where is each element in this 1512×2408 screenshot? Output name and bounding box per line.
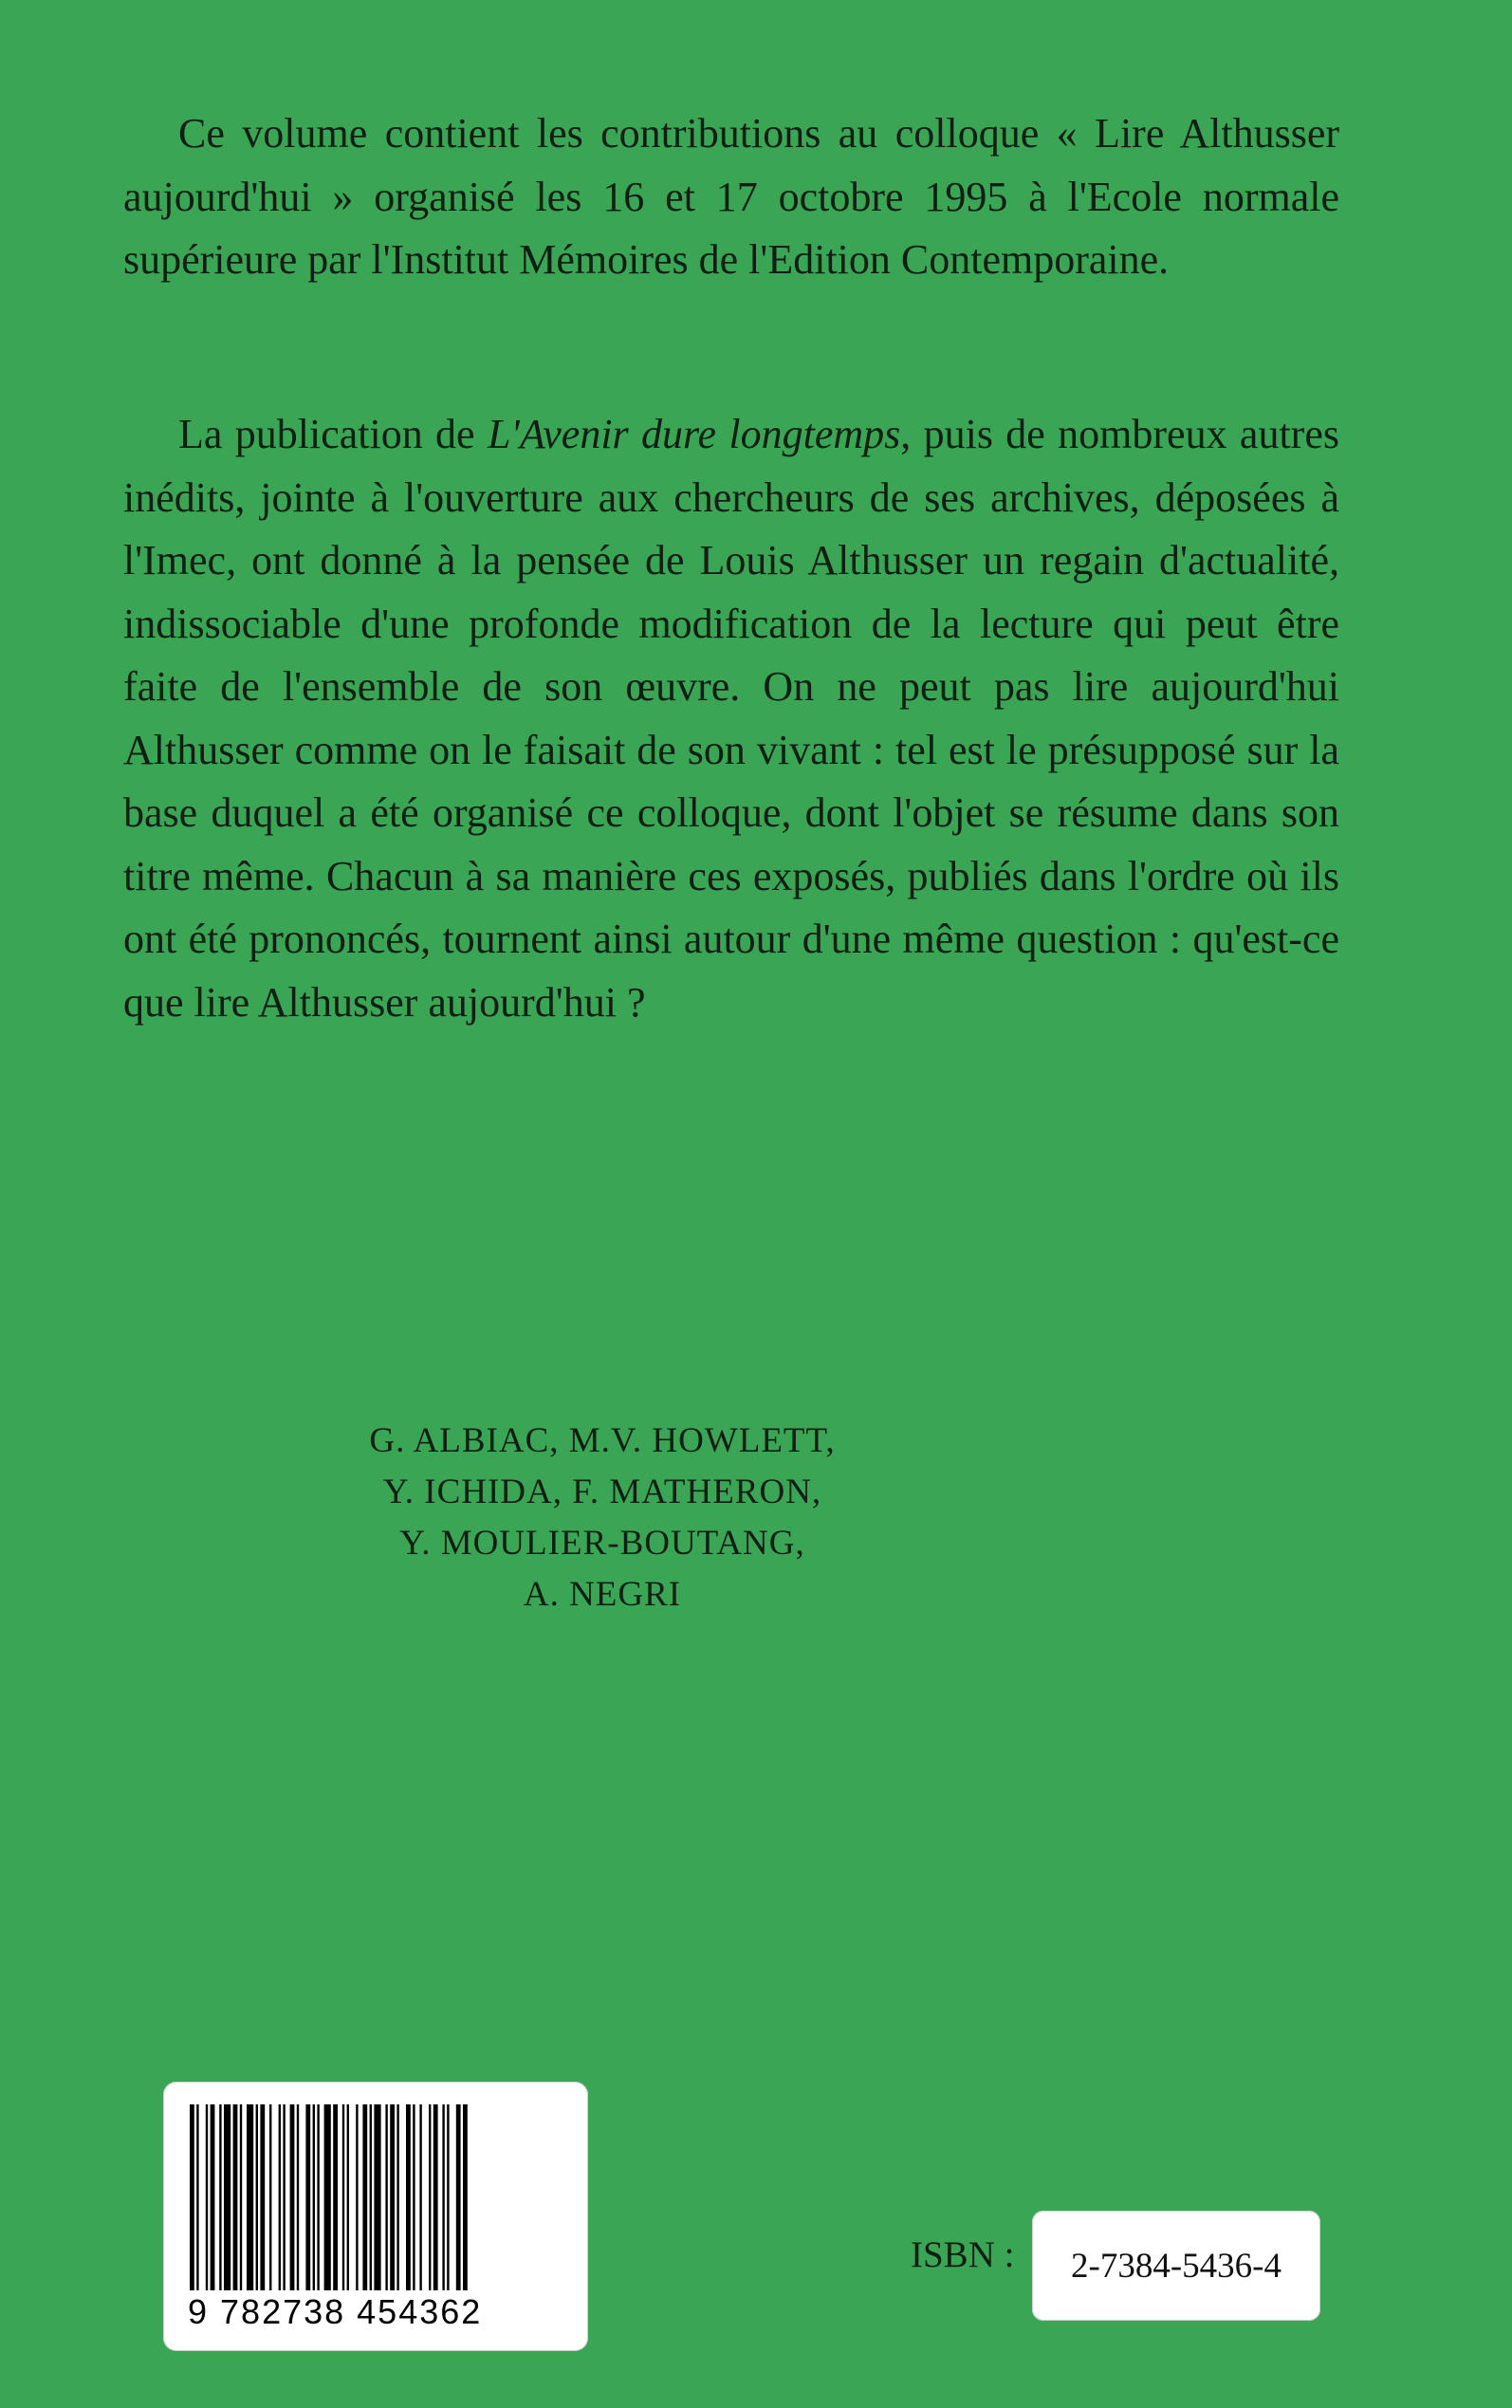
barcode-bar [317,2104,319,2290]
isbn-value: 2-7384-5436-4 [1032,2211,1320,2321]
barcode-bar [447,2104,449,2290]
barcode-bar [442,2104,444,2290]
barcode-bar [211,2104,215,2290]
authors-line: Y. MOULIER-BOUTANG, [399,1524,805,1563]
authors-line: Y. ICHIDA, F. MATHERON, [382,1473,822,1511]
book-title-italic: L'Avenir dure longtemps [487,411,901,457]
barcode-icon [190,2104,562,2290]
barcode-bar [333,2104,338,2290]
barcode-bar [347,2104,349,2290]
barcode-bar [206,2104,208,2290]
barcode-bar [196,2104,198,2290]
authors-list [0,1416,1205,1621]
barcode-bar [305,2104,310,2290]
barcode-bar [429,2104,431,2290]
barcode-bar [396,2104,398,2290]
barcode-bar [279,2104,281,2290]
description-body: , puis de nombreux autres inédits, jointe à l'ouverture aux chercheurs de ses archives, déposées à l'Imec, ont donné à la pensée de Louis Althusser un regain d'actualité, indissociable d'une profonde modification de la lecture qui peut être faite de l'ensemble de son œuvre. On ne peut pas lire aujourd'hui Althusser comme on le faisait de son vivant : tel est le présupposé sur la base duquel a été organisé ce colloque, dont l'objet se résume dans son titre même. Chacun à sa manière ces exposés, publiés dans l'ordre où ils ont été prononcés, tournent ainsi autour d'une même question : qu'est-ce que lire Althusser aujourd'hui ? [123,411,1339,1026]
barcode-digits: 9 782738 454362 [188,2292,483,2331]
barcode-bar [256,2104,258,2290]
barcode-bar [190,2104,194,2290]
barcode-bar [370,2104,372,2290]
authors-line: G. ALBIAC, M.V. HOWLETT, [369,1421,836,1460]
isbn-label: ISBN : [911,2234,1015,2275]
barcode-bar [419,2104,421,2290]
barcode-bar [260,2104,265,2290]
barcode-bar [342,2104,344,2290]
barcode-bar [374,2104,380,2290]
barcode-bar [240,2104,242,2290]
barcode-bar [463,2104,468,2290]
barcode-bar [433,2104,438,2290]
barcode-bar [233,2104,238,2290]
barcode-bar [362,2104,367,2290]
barcode-bar [406,2104,411,2290]
barcode-bar [456,2104,461,2290]
barcode-label [163,2082,588,2351]
barcode-bar [283,2104,285,2290]
barcode-bar [324,2104,331,2290]
barcode-bar [224,2104,230,2290]
intro-paragraph: Ce volume contient les contributions au colloque « Lire Althusser aujourd'hui » organisé les 16 et 17 octobre 1995 à l'Ecole normale supérieure par l'Institut Mémoires de l'Edition Contemporaine. [123,110,1339,283]
authors-line: A. NEGRI [523,1575,682,1614]
barcode-bar [297,2104,299,2290]
description-paragraph [123,403,1339,1034]
barcode-bar [385,2104,387,2290]
barcode-bar [356,2104,358,2290]
barcode-bar [313,2104,315,2290]
barcode-bar [413,2104,415,2290]
barcode-bar [390,2104,395,2290]
barcode-bar [247,2104,253,2290]
barcode-bar [269,2104,271,2290]
description-lead: La publication de [178,411,488,457]
barcode-bar [290,2104,295,2290]
barcode-bar [219,2104,221,2290]
